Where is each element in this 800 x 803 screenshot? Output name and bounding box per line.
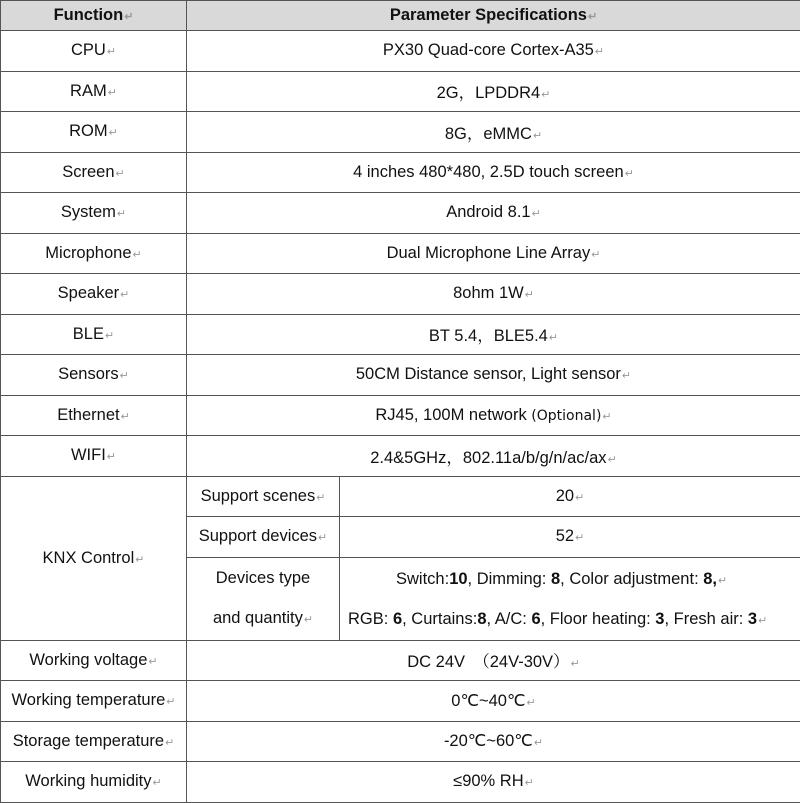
return-mark: ↵ (527, 697, 536, 709)
table-row (1, 31, 800, 72)
return-mark: ↵ (117, 208, 126, 220)
device-count: 8, (703, 570, 717, 588)
value-cell: Android 8.1↵ (187, 193, 800, 234)
return-mark: ↵ (107, 451, 116, 463)
return-mark: ↵ (549, 332, 558, 344)
function-cell: Storage temperature↵ (1, 721, 187, 762)
return-mark: ↵ (165, 737, 174, 749)
table-row (1, 233, 800, 274)
value-cell: 8ohm 1W↵ (187, 274, 800, 315)
devices-type-label (187, 557, 340, 640)
table-row (1, 721, 800, 762)
return-mark: ↵ (718, 575, 727, 587)
table-row (1, 112, 800, 153)
return-mark: ↵ (534, 737, 543, 749)
return-mark: ↵ (133, 249, 142, 261)
function-cell: Speaker↵ (1, 274, 187, 315)
table-row (1, 274, 800, 315)
devices-type-line1: Devices type (187, 558, 339, 598)
support-devices-label: Support devices↵ (187, 517, 340, 558)
optional-note: (Optional) (531, 408, 601, 424)
function-cell: BLE↵ (1, 314, 187, 355)
value-cell: PX30 Quad-core Cortex-A35↵ (187, 31, 800, 72)
device-count: 3 (748, 610, 757, 628)
devices-type-line2: and quantity↵ (187, 598, 339, 640)
return-mark: ↵ (105, 330, 114, 342)
table-row (1, 152, 800, 193)
return-mark: ↵ (541, 89, 550, 101)
return-mark: ↵ (525, 289, 534, 301)
device-count: 8 (551, 570, 560, 588)
support-scenes-value: 20↵ (340, 476, 800, 517)
device-count: 10 (449, 570, 467, 588)
device-count: 8 (477, 610, 486, 628)
table-row (1, 762, 800, 803)
function-cell: Ethernet↵ (1, 395, 187, 436)
value-cell: 0℃~40℃↵ (187, 681, 800, 722)
function-cell: Sensors↵ (1, 355, 187, 396)
device-name: , A/C: (487, 610, 532, 628)
value-cell: 50CM Distance sensor, Light sensor↵ (187, 355, 800, 396)
value-cell: Dual Microphone Line Array↵ (187, 233, 800, 274)
return-mark: ↵ (622, 370, 631, 382)
device-count: 6 (393, 610, 402, 628)
return-mark: ↵ (166, 696, 175, 708)
table-row (1, 71, 800, 112)
return-mark: ↵ (608, 454, 617, 466)
function-cell: Working humidity↵ (1, 762, 187, 803)
table-row (1, 355, 800, 396)
device-count: 3 (655, 610, 664, 628)
header-function: Function↵ (1, 1, 187, 31)
return-mark: ↵ (120, 289, 129, 301)
function-cell: System↵ (1, 193, 187, 234)
table-row (1, 436, 800, 477)
function-cell: Screen↵ (1, 152, 187, 193)
function-cell: Working temperature↵ (1, 681, 187, 722)
value-cell: 2G，LPDDR4↵ (187, 71, 800, 112)
function-cell: WIFI↵ (1, 436, 187, 477)
device-name: RGB: (348, 610, 393, 628)
function-cell: Microphone↵ (1, 233, 187, 274)
device-name: , Floor heating: (541, 610, 656, 628)
value-cell: DC 24V （24V-30V）↵ (187, 640, 800, 681)
function-cell: RAM↵ (1, 71, 187, 112)
value-cell: RJ45, 100M network (Optional)↵ (187, 395, 800, 436)
return-mark: ↵ (108, 87, 117, 99)
device-name: , Color adjustment: (560, 570, 703, 588)
device-name: , Curtains: (402, 610, 477, 628)
value-cell: 8G，eMMC↵ (187, 112, 800, 153)
table-row (1, 395, 800, 436)
return-mark: ↵ (625, 168, 634, 180)
return-mark: ↵ (533, 130, 542, 142)
return-mark: ↵ (602, 411, 611, 423)
return-mark: ↵ (148, 656, 157, 668)
support-devices-value: 52↵ (340, 517, 800, 558)
function-cell: ROM↵ (1, 112, 187, 153)
knx-control-label: KNX Control↵ (1, 476, 187, 640)
devices-quantity-line1 (348, 559, 800, 599)
return-mark: ↵ (107, 46, 116, 58)
return-mark: ↵ (571, 658, 580, 670)
return-mark: ↵ (758, 615, 767, 627)
return-mark: ↵ (591, 249, 600, 261)
return-mark: ↵ (525, 777, 534, 789)
table-row (1, 314, 800, 355)
return-mark: ↵ (116, 168, 125, 180)
table-row (1, 193, 800, 234)
device-count: 6 (531, 610, 540, 628)
value-cell: BT 5.4，BLE5.4↵ (187, 314, 800, 355)
device-name: , Dimming: (468, 570, 551, 588)
value-cell: 4 inches 480*480, 2.5D touch screen↵ (187, 152, 800, 193)
value-cell: ≤90% RH↵ (187, 762, 800, 803)
table-row (1, 640, 800, 681)
return-mark: ↵ (595, 46, 604, 58)
return-mark: ↵ (120, 370, 129, 382)
return-mark: ↵ (153, 777, 162, 789)
devices-type-value (340, 557, 800, 640)
device-name: Switch: (396, 570, 449, 588)
return-mark: ↵ (532, 208, 541, 220)
support-scenes-label: Support scenes↵ (187, 476, 340, 517)
value-cell: 2.4&5GHz，802.11a/b/g/n/ac/ax↵ (187, 436, 800, 477)
function-cell: CPU↵ (1, 31, 187, 72)
return-mark: ↵ (109, 127, 118, 139)
return-mark: ↵ (121, 411, 130, 423)
header-params: Parameter Specifications↵ (187, 1, 800, 31)
table-row (1, 681, 800, 722)
function-cell: Working voltage↵ (1, 640, 187, 681)
device-name: , Fresh air: (664, 610, 747, 628)
value-cell: -20℃~60℃↵ (187, 721, 800, 762)
devices-quantity-line2 (348, 599, 800, 639)
